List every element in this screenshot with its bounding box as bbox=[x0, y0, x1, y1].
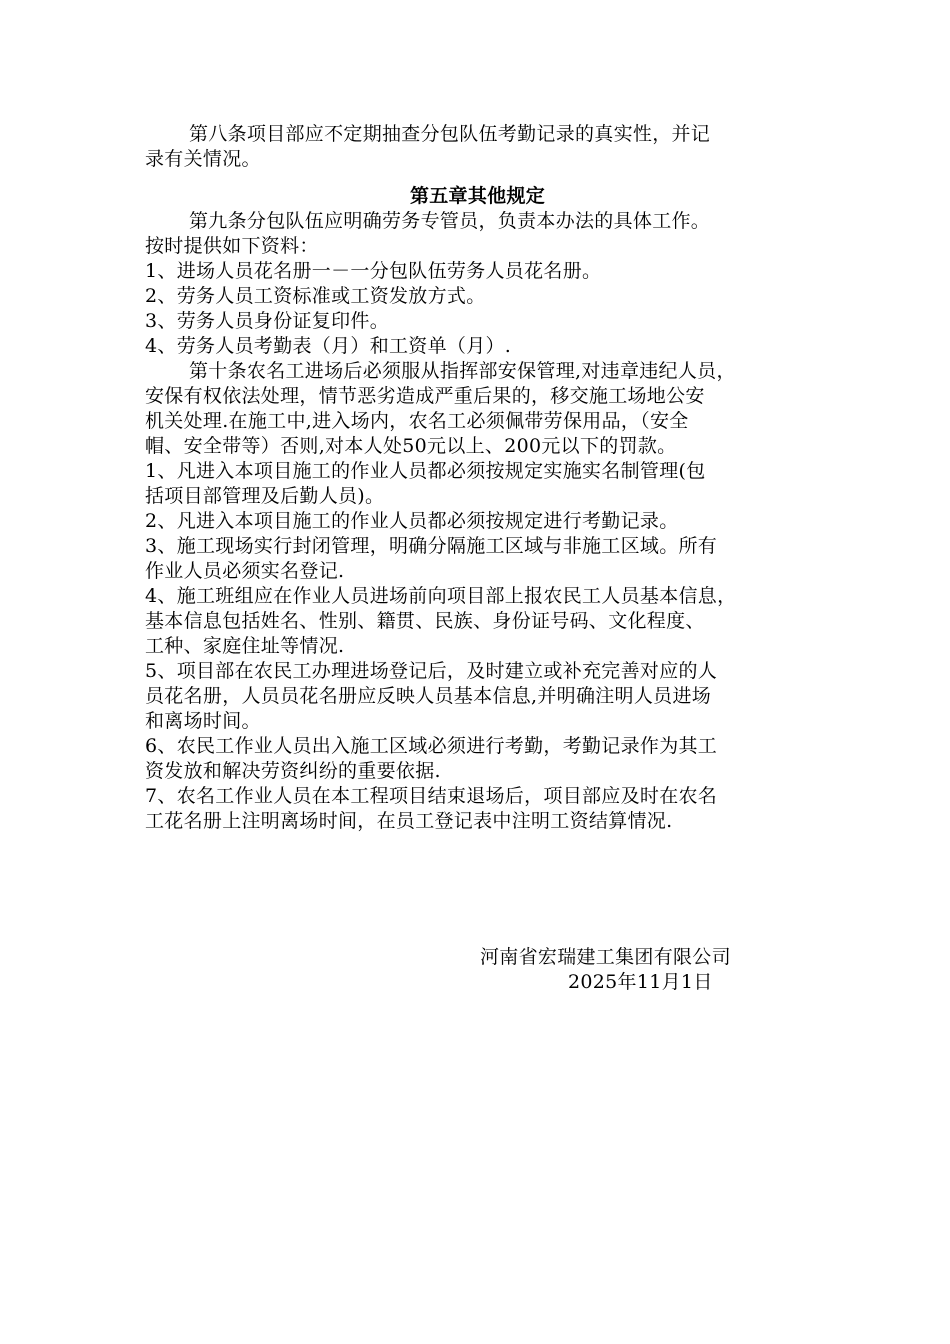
article-10-item: 括项目部管理及后勤人员)。 bbox=[145, 485, 385, 507]
article-10-item: 1、凡进入本项目施工的作业人员都必须按规定实施实名制管理(包 bbox=[145, 460, 706, 482]
article-10-item: 4、施工班组应在作业人员进场前向项目部上报农民工人员基本信息， bbox=[145, 585, 737, 607]
article-10-line: 机关处理.在施工中,进入场内，农名工必须佩带劳保用品，（安全 bbox=[145, 410, 689, 432]
article-10-item: 7、农名工作业人员在本工程项目结束退场后，项目部应及时在农名 bbox=[145, 785, 718, 807]
article-10-item: 工花名册上注明离场时间，在员工登记表中注明工资结算情况. bbox=[145, 810, 673, 832]
chapter-title: 第五章其他规定 bbox=[409, 185, 546, 207]
article-10-item: 6、农民工作业人员出入施工区域必须进行考勤，考勤记录作为其工 bbox=[145, 735, 718, 757]
signature-date: 2025年11月1日 bbox=[568, 971, 713, 993]
document-body bbox=[145, 122, 810, 834]
article-10-item: 工种、家庭住址等情况. bbox=[145, 635, 345, 657]
company-name: 河南省宏瑞建工集团有限公司 bbox=[480, 946, 731, 968]
article-10-item: 资发放和解决劳资纠纷的重要依据. bbox=[145, 760, 441, 782]
article-10-item: 员花名册，人员员花名册应反映人员基本信息,并明确注明人员进场 bbox=[145, 685, 712, 707]
article-10-item: 2、凡进入本项目施工的作业人员都必须按规定进行考勤记录。 bbox=[145, 510, 679, 532]
article-10-item: 和离场时间。 bbox=[145, 710, 261, 732]
article-10-item: 作业人员必须实名登记. bbox=[145, 560, 345, 582]
article-9-line-1: 第九条分包队伍应明确劳务专管员，负责本办法的具体工作。 bbox=[189, 210, 711, 232]
article-9-item: 1、进场人员花名册一－一分包队伍劳务人员花名册。 bbox=[145, 260, 602, 282]
article-9-item: 4、劳务人员考勤表（月）和工资单（月）. bbox=[145, 335, 512, 357]
article-10-item: 基本信息包括姓名、性别、籍贯、民族、身份证号码、文化程度、 bbox=[145, 610, 705, 632]
article-8-line-2: 录有关情况。 bbox=[145, 148, 261, 170]
article-9-item: 2、劳务人员工资标准或工资发放方式。 bbox=[145, 285, 486, 307]
article-9-line-2: 按时提供如下资料： bbox=[145, 235, 319, 257]
article-8-line-1: 第八条项目部应不定期抽查分包队伍考勤记录的真实性，并记 bbox=[189, 123, 711, 145]
article-10-line: 第十条农名工进场后必须服从指挥部安保管理,对违章违纪人员， bbox=[189, 360, 736, 382]
article-10-line: 帽、安全带等）否则,对本人处50元以上、200元以下的罚款。 bbox=[145, 435, 677, 457]
article-10-line: 安保有权依法处理，情节恶劣造成严重后果的，移交施工场地公安 bbox=[145, 385, 705, 407]
signature-block bbox=[480, 945, 800, 995]
article-10-item: 5、项目部在农民工办理进场登记后，及时建立或补充完善对应的人 bbox=[145, 660, 718, 682]
article-9-item: 3、劳务人员身份证复印件。 bbox=[145, 310, 389, 332]
article-10-item: 3、施工现场实行封闭管理，明确分隔施工区域与非施工区域。所有 bbox=[145, 535, 718, 557]
